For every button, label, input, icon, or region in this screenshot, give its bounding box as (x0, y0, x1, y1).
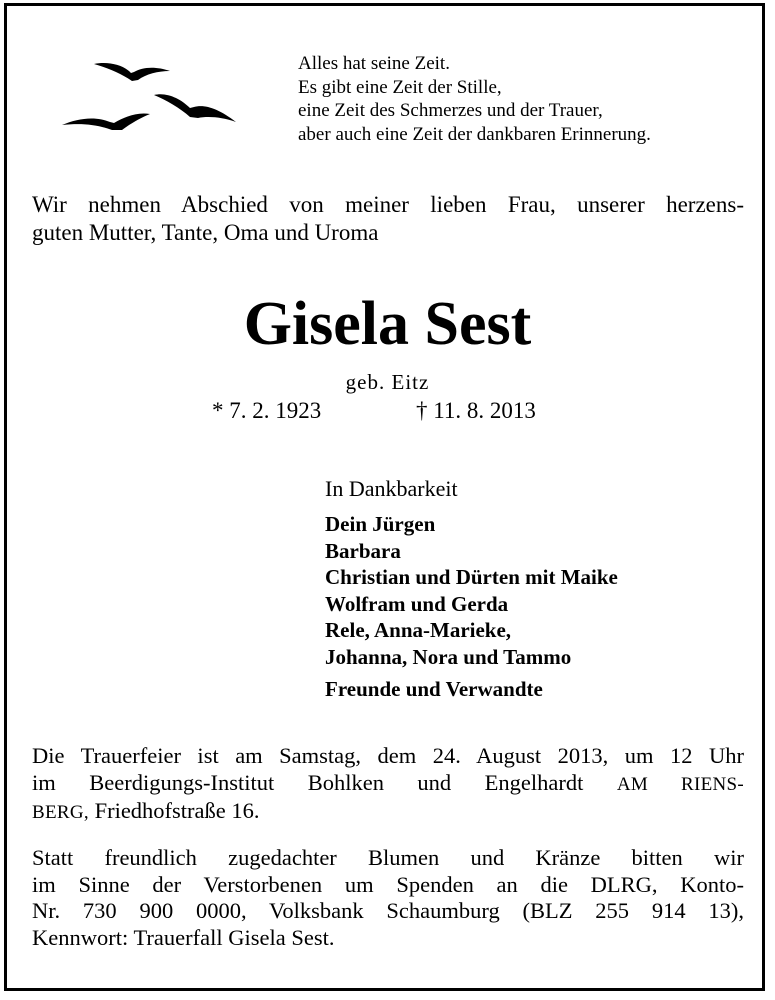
mourner-name: Johanna, Nora und Tammo (325, 644, 572, 669)
ceremony-venue-caps: BERG, (32, 802, 89, 823)
thanks-heading: In Dankbarkeit (325, 476, 458, 501)
ceremony-venue-caps: AM RIENS- (616, 773, 745, 795)
mourner-name: Rele, Anna-Marieke, (325, 618, 512, 642)
bird-icon (62, 113, 150, 130)
donation-line: Statt freundlich zugedachter Blumen und Kränze bitten wir (32, 845, 744, 870)
poem-line: Alles hat seine Zeit. (298, 53, 450, 74)
maiden-name: geb. Eitz (345, 370, 430, 394)
farewell-intro (32, 191, 744, 247)
donation-info (32, 845, 744, 951)
deceased-name: Gisela Sest (243, 290, 532, 358)
flying-birds-icon (58, 50, 243, 135)
bird-icon (154, 94, 236, 122)
donation-line: Kennwort: Trauerfall Gisela Sest. (32, 924, 335, 950)
poem-quote (298, 52, 758, 146)
donation-line: im Sinne der Verstorbenen um Spenden an die DLRG, Konto- (32, 871, 744, 897)
ceremony-venue: im Beerdigungs-Institut Bohlken und Engelhardt (32, 769, 584, 795)
mourner-name: Dein Jürgen (325, 512, 436, 536)
poem-line: Es gibt eine Zeit der Stille, (298, 76, 502, 98)
intro-line: guten Mutter, Tante, Oma und Uroma (32, 220, 379, 245)
ceremony-address: Friedhofstraße 16. (94, 798, 260, 823)
poem-line: aber auch eine Zeit der dankbaren Erinnerung. (298, 123, 651, 145)
ceremony-line (32, 770, 744, 799)
mourner-list (325, 511, 618, 670)
bird-icon (94, 63, 170, 81)
intro-line: Wir nehmen Abschied von meiner lieben Frau, unserer herzens- (32, 192, 744, 217)
friends-relatives: Freunde und Verwandte (325, 677, 543, 701)
ceremony-line: Die Trauerfeier ist am Samstag, dem 24. August 2013, um 12 Uhr (32, 743, 744, 768)
ceremony-info (32, 743, 744, 827)
ceremony-line (32, 798, 744, 827)
mourner-name: Barbara (325, 538, 401, 563)
birth-date: * 7. 2. 1923 (212, 398, 322, 423)
mourner-name: Christian und Dürten mit Maike (325, 565, 618, 589)
poem-line: eine Zeit des Schmerzes und der Trauer, (298, 100, 603, 121)
death-date: † 11. 8. 2013 (416, 398, 536, 423)
donation-line: Nr. 730 900 0000, Volksbank Schaumburg (BLZ 255 914 13), (32, 898, 744, 923)
mourner-name: Wolfram und Gerda (325, 591, 509, 616)
